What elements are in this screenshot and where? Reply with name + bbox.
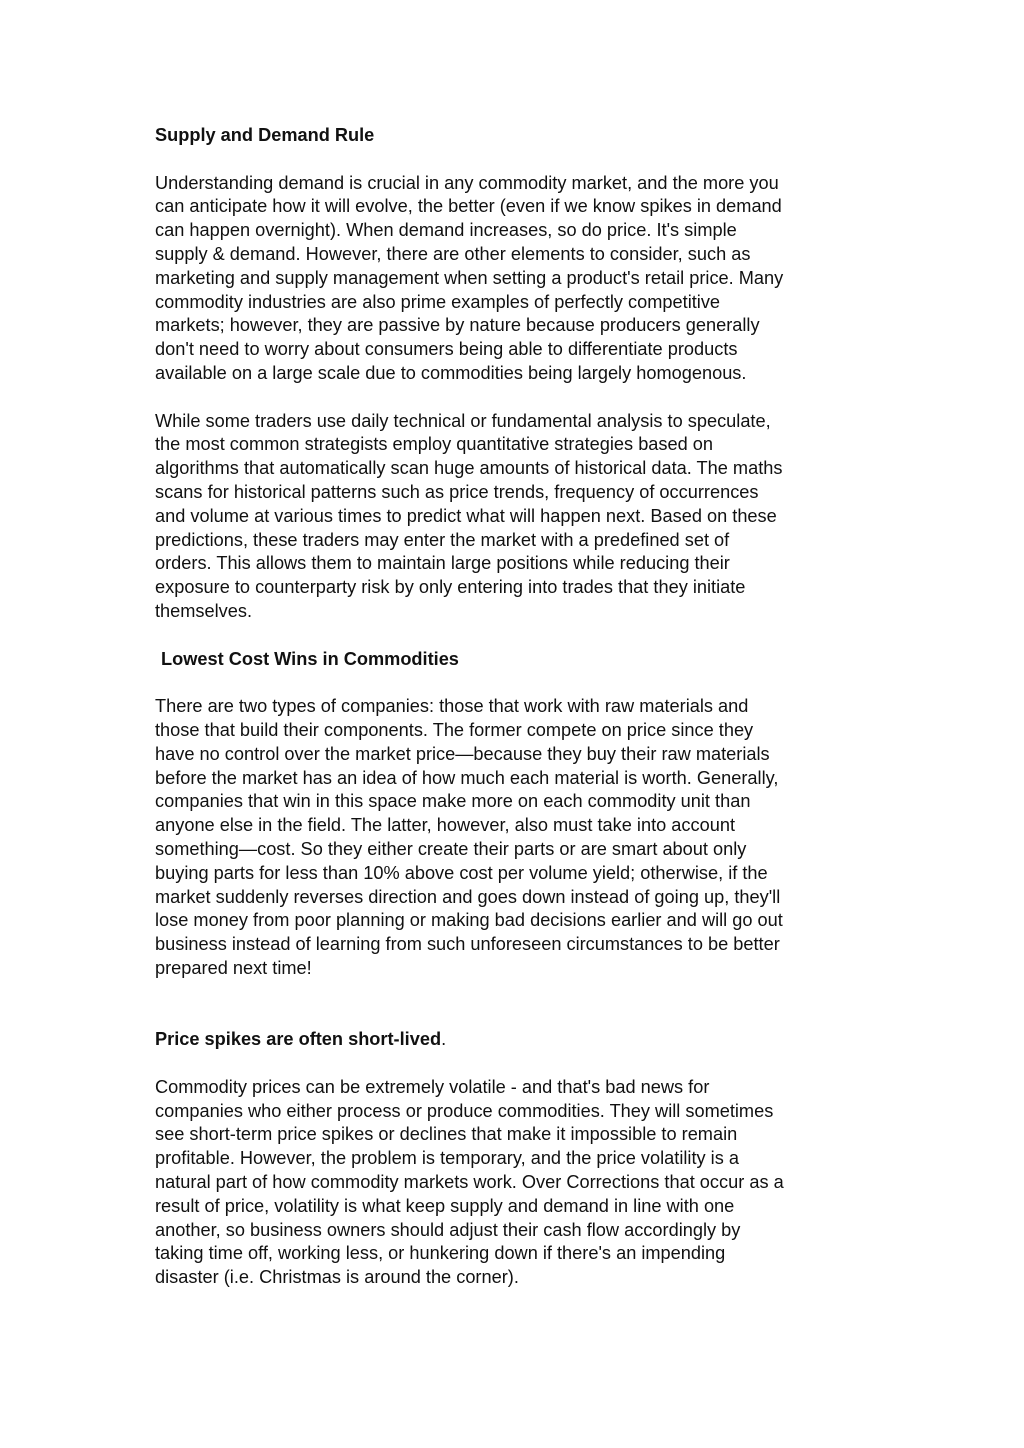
paragraph-supply-demand-1: Understanding demand is crucial in any commodity market, and the more you can anticipate how it will evolve, the better (even if we know spikes in demand can happen overnight). When demand increases, so do price. It's simple supply & demand. However, there are other elements to consider, such as marketing and supply management when setting a product's retail price. Many commodity industries are also prime examples of perfectly competitive markets; however, they are passive by nature because producers generally don't need to worry about consumers being able to differentiate products available on a large scale due to commodities being largely homogenous.: [155, 172, 784, 383]
spacer: [155, 386, 875, 410]
heading-text: Price spikes are often short-lived: [155, 1029, 442, 1050]
heading-period: .: [441, 1029, 447, 1050]
spacer: [155, 624, 875, 648]
section-heading-price-spikes: [155, 1028, 875, 1052]
spacer: [155, 671, 875, 695]
paragraph-lowest-cost-1: There are two types of companies: those that work with raw materials and those that build their components. The former compete on price since they have no control over the market price—because they buy their raw materials before the market has an idea of how much each material is worth. Generally, companies that win in this space make more on each commodity unit than anyone else in the field. The latter, however, also must take into account something—cost. So they either create their parts or are smart about only buying parts for less than 10% above cost per volume yield; otherwise, if the market suddenly reverses direction and goes down instead of going up, they'll lose money from poor planning or making bad decisions earlier and will go out business instead of learning from such unforeseen circumstances to be better prepared next time!: [155, 696, 783, 978]
section-heading-lowest-cost: Lowest Cost Wins in Commodities: [161, 648, 459, 669]
paragraph-supply-demand-2: While some traders use daily technical or fundamental analysis to speculate, the most common strategists employ quantitative strategies based on algorithms that automatically scan huge amounts of historical data. The maths scans for historical patterns such as price trends, frequency of occurrences and volume at various times to predict what will happen next. Based on these predictions, these traders may enter the market with a predefined set of orders. This allows them to maintain large positions while reducing their exposure to counterparty risk by only entering into trades that they initiate themselves.: [155, 410, 783, 621]
section-heading-supply-demand: Supply and Demand Rule: [155, 125, 375, 145]
document-body: [155, 124, 875, 1290]
paragraph-price-spikes-1: Commodity prices can be extremely volatile - and that's bad news for companies who either process or produce commodities. They will sometimes see short-term price spikes or declines that make it impossible to remain profitable. However, the problem is temporary, and the price volatility is a natural part of how commodity markets work. Over Corrections that occur as a result of price, volatility is what keep supply and demand in line with one another, so business owners should adjust their cash flow accordingly by taking time off, working less, or hunkering down if there's an impending disaster (i.e. Christmas is around the corner).: [155, 1076, 784, 1288]
spacer: [155, 148, 875, 172]
spacer: [155, 1052, 875, 1076]
spacer: [155, 981, 875, 1029]
